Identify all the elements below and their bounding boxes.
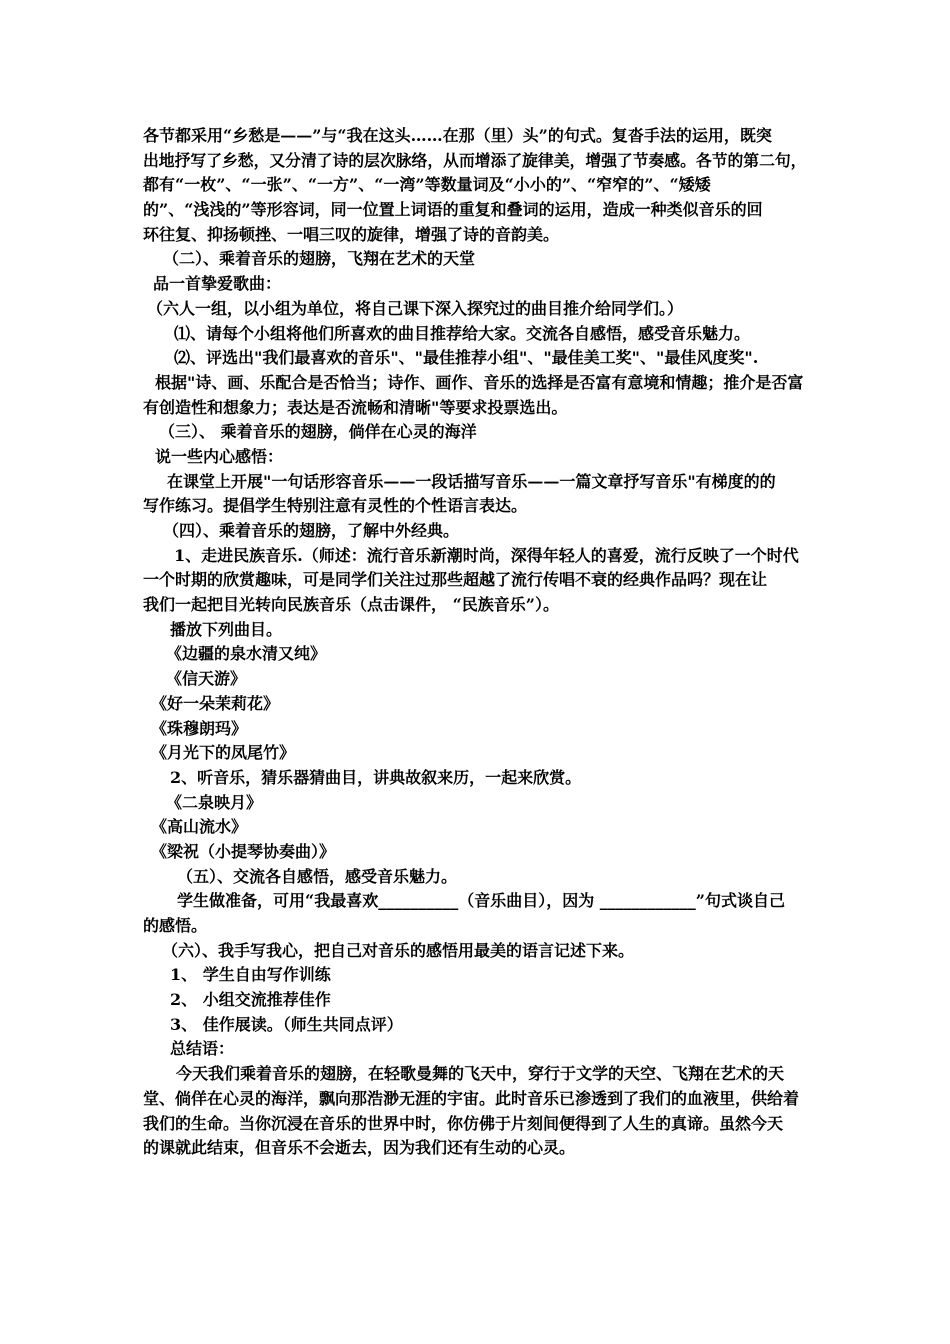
- text-line: ⑵、评选出"我们最喜欢的音乐"、"最佳推荐小组"、"最佳美工奖"、"最佳风度奖".: [174, 348, 759, 368]
- text-line: 说一些内心感悟：: [155, 446, 284, 466]
- text-line: 播放下列曲目。: [170, 619, 283, 639]
- text-line: （六）、我手写我心，把自己对音乐的感悟用最美的语言记述下来。: [162, 940, 635, 960]
- text-line: 《边疆的泉水清又纯》: [166, 644, 327, 664]
- text-line: 品一首挚爱歌曲：: [153, 274, 282, 294]
- text-line: 有创造性和想象力；表达是否流畅和清晰"等要求投票选出。: [143, 397, 568, 417]
- text-line: （六人一组，以小组为单位，将自己课下深入探究过的曲目推介给同学们。）: [147, 298, 684, 318]
- text-line: 《梁祝（小提琴协奏曲）》: [151, 841, 336, 861]
- text-line: （三）、 乘着音乐的翅膀，倘佯在心灵的海洋: [159, 422, 477, 442]
- text-line: 《珠穆朗玛》: [151, 718, 248, 738]
- text-line: 1、 学生自由写作训练: [170, 965, 331, 985]
- text-line: 各节都采用“乡愁是——”与“我在这头……在那（里）头”的句式。复沓手法的运用，既突: [143, 126, 772, 145]
- text-line: 环往复、抑扬顿挫、一唱三叹的旋律，增强了诗的音韵美。: [143, 224, 560, 244]
- text-line: 总结语：: [170, 1039, 235, 1059]
- text-line: 《月光下的凤尾竹》: [151, 743, 296, 763]
- text-line: 的课就此结束，但音乐不会逝去，因为我们还有生动的心灵。: [143, 1138, 576, 1158]
- text-line: ⑴、请每个小组将他们所喜欢的曲目推荐给大家。交流各自感悟，感受音乐魅力。: [174, 323, 751, 343]
- text-line: 都有“一枚”、“一张”、“一方”、“一湾”等数量词及“小小的”、“窄窄的”、“矮矮: [143, 175, 711, 195]
- text-line: 出地抒写了乡愁，又分清了诗的层次脉络，从而增添了旋律美，增强了节奏感。各节的第二句，: [143, 150, 807, 170]
- text-line: 3、 佳作展读。（师生共同点评）: [170, 1014, 403, 1034]
- text-line: 根据"诗、画、乐配合是否恰当；诗作、画作、音乐的选择是否富有意境和情趣；推介是否富: [155, 372, 804, 392]
- text-line: （四）、乘着音乐的翅膀，了解中外经典。: [163, 521, 460, 540]
- text-line: 我们的生命。当你沉浸在音乐的世界中时，你仿佛于片刻间便得到了人生的真谛。虽然今天: [143, 1113, 784, 1133]
- text-line: 《信天游》: [166, 669, 247, 689]
- text-line: 《二泉映月》: [166, 792, 263, 812]
- text-line: 《好一朵茉莉花》: [151, 693, 280, 713]
- text-line: 我们一起把目光转向民族音乐（点击课件， “民族音乐”）。: [143, 595, 559, 615]
- text-line: 2、 小组交流推荐佳作: [170, 990, 331, 1010]
- text-line: 2、听音乐，猜乐器猜曲目，讲典故叙来历，一起来欣赏。: [170, 767, 582, 787]
- text-line: （二）、乘着音乐的翅膀，飞翔在艺术的天堂: [163, 249, 476, 269]
- text-line: 的感悟。: [143, 916, 208, 935]
- text-line: （五）、交流各自感悟，感受音乐魅力。: [177, 866, 458, 886]
- text-line: 写作练习。提倡学生特别注意有灵性的个性语言表达。: [143, 496, 528, 516]
- text-line: 1、走进民族音乐.（师述：流行音乐新潮时尚，深得年轻人的喜爱，流行反映了一个时代: [174, 545, 799, 565]
- text-line: 一个时期的欣赏趣味，可是同学们关注过那些超越了流行传唱不衰的经典作品吗？现在让: [143, 570, 768, 590]
- text-line: 学生做准备，可用“我最喜欢__________（音乐曲目），因为 ____________”句式谈自己: [177, 891, 785, 911]
- text-line: 《高山流水》: [151, 817, 248, 837]
- text-line: 的”、“浅浅的”等形容词，同一位置上词语的重复和叠词的运用，造成一种类似音乐的回: [143, 200, 763, 220]
- text-line: 在课堂上开展"一句话形容音乐——一段话描写音乐——一篇文章抒写音乐"有梯度的的: [167, 471, 776, 491]
- document-body: [143, 124, 810, 1161]
- text-line: 堂、倘佯在心灵的海洋，飘向那浩渺无涯的宇宙。此时音乐已渗透到了我们的血液里，供给着: [143, 1088, 800, 1108]
- text-line: 今天我们乘着音乐的翅膀，在轻歌曼舞的飞天中，穿行于文学的天空、飞翔在艺术的天: [176, 1064, 785, 1084]
